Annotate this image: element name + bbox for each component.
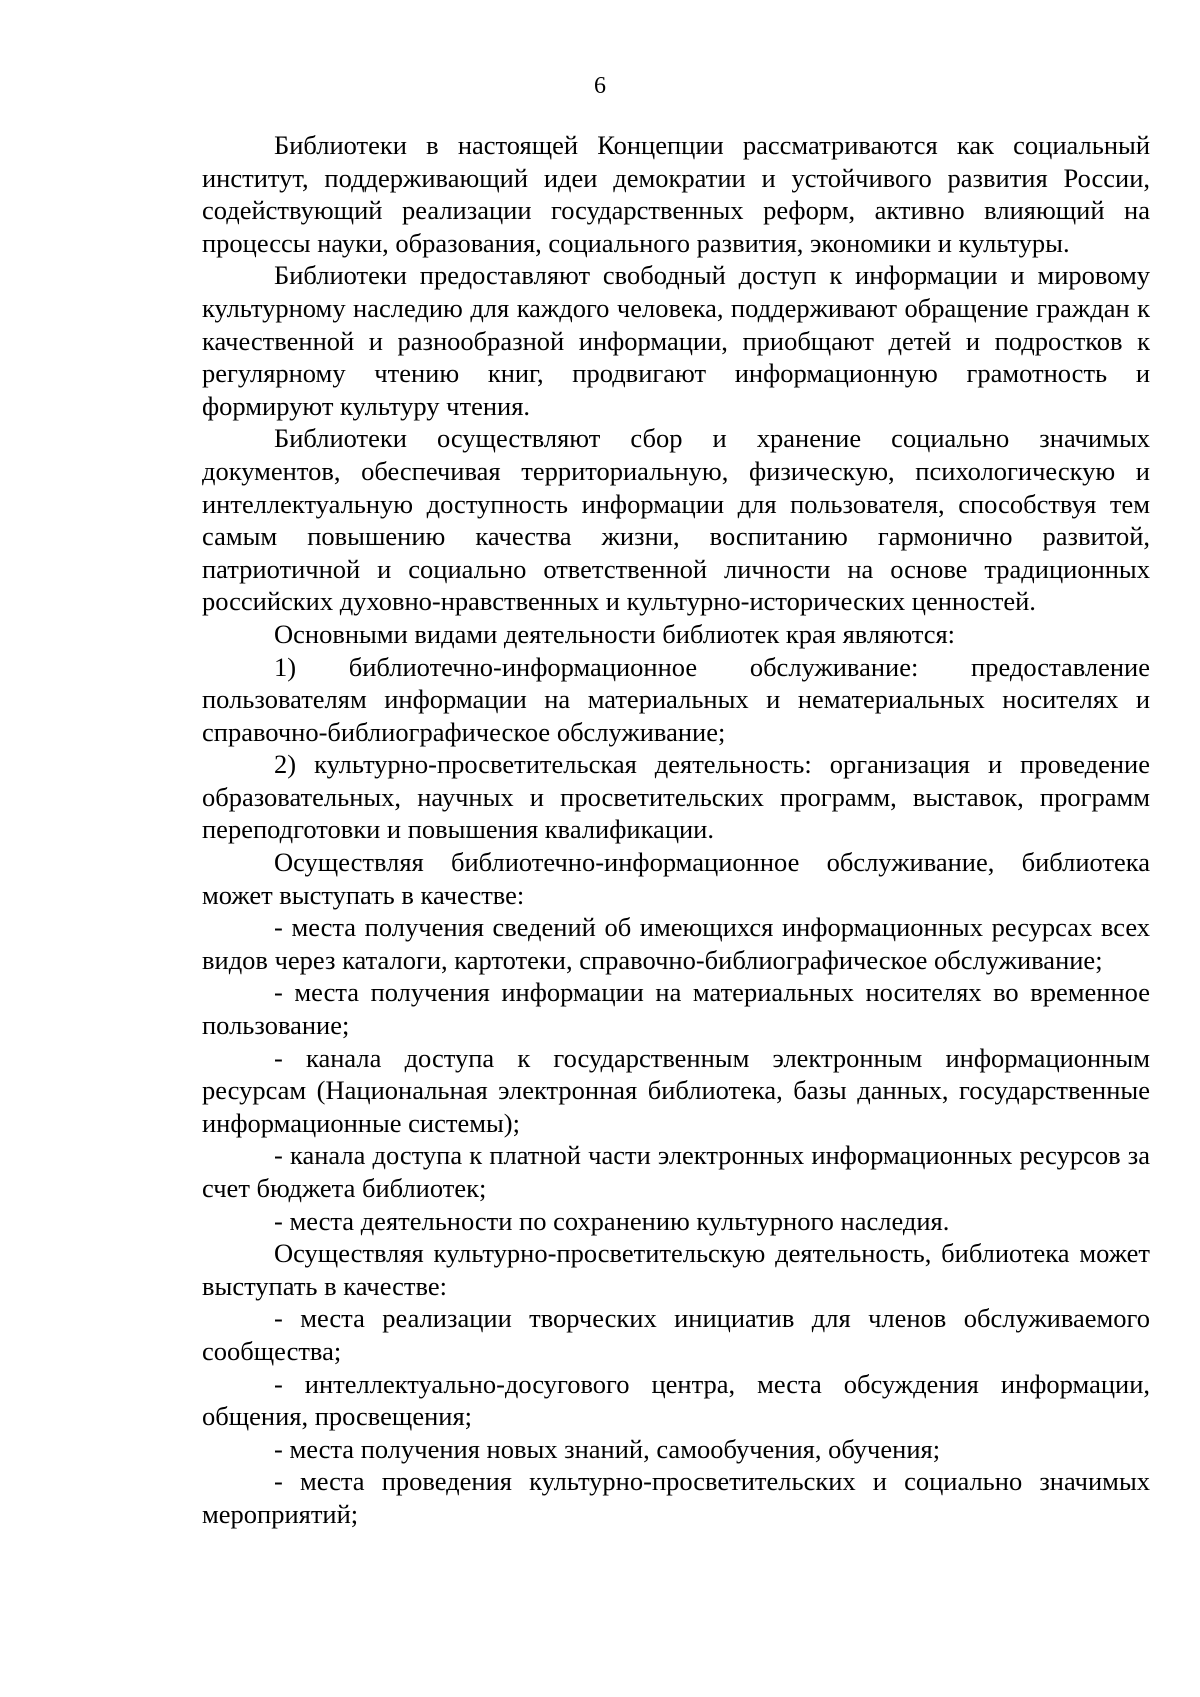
paragraph-libraries-concept: Библиотеки в настоящей Концепции рассматриваются как социальный институт, поддерживающий идеи демократии и устойчивого развития России, содействующий реализации государственных реформ, активно влияющий на процессы науки, образования, социального развития, экономики и культуры. xyxy=(202,130,1150,258)
list-item-info-service: - места получения сведений об имеющихся информационных ресурсах всех видов через каталоги, картотеки, справочно-библиографическое обслуживание; xyxy=(202,912,1150,975)
paragraph-main-activities-intro: Основными видами деятельности библиотек края являются: xyxy=(274,618,956,649)
paragraph-info-service-intro: Осуществляя библиотечно-информационное обслуживание, библиотека может выступать в качестве: xyxy=(202,847,1150,910)
list-item-activity-2: 2) культурно-просветительская деятельность: организация и проведение образовательных, научных и просветительских программ, выставок, программ переподготовки и повышения квалификации. xyxy=(202,749,1150,845)
list-item-cultural-activity: - места проведения культурно-просветительских и социально значимых мероприятий; xyxy=(202,1466,1150,1529)
paragraph-free-access: Библиотеки предоставляют свободный доступ к информации и мировому культурному наследию для каждого человека, поддерживают обращение граждан к качественной и разнообразной информации, приобщают детей и подростков к регулярному чтению книг, продвигают информационную грамотность и формируют культуру чтения. xyxy=(202,260,1150,421)
list-item-cultural-activity: - места реализации творческих инициатив для членов обслуживаемого сообщества; xyxy=(202,1303,1150,1366)
list-item-cultural-activity: - интеллектуально-досугового центра, места обсуждения информации, общения, просвещения; xyxy=(202,1368,1150,1432)
paragraph-collection-storage: Библиотеки осуществляют сбор и хранение социально значимых документов, обеспечивая территориальную, физическую, психологическую и интеллектуальную доступность информации для пользователя, способствуя тем самым повышению качества жизни, воспитанию гармонично развитой, патриотичной и социально ответственной личности на основе традиционных российских духовно-нравственных и культурно-исторических ценностей. xyxy=(202,423,1150,617)
list-item-cultural-activity: - места получения новых знаний, самообучения, обучения; xyxy=(274,1433,941,1464)
list-item-info-service: - места получения информации на материальных носителях во временное пользование; xyxy=(202,977,1150,1041)
list-item-info-service: - канала доступа к платной части электронных информационных ресурсов за счет бюджета библиотек; xyxy=(202,1140,1150,1203)
list-item-activity-1: 1) библиотечно-информационное обслуживание: предоставление пользователям информации на материальных и нематериальных носителях и справочно-библиографическое обслуживание; xyxy=(202,651,1150,747)
list-item-info-service: - канала доступа к государственным электронным информационным ресурсам (Национальная электронная библиотека, базы данных, государственные информационные системы); xyxy=(202,1042,1150,1138)
document-body xyxy=(202,129,1150,1531)
paragraph-cultural-activity-intro: Осуществляя культурно-просветительскую деятельность, библиотека может выступать в качестве: xyxy=(202,1238,1150,1301)
page-number: 6 xyxy=(594,73,606,99)
list-item-info-service: - места деятельности по сохранению культурного наследия. xyxy=(274,1205,950,1236)
